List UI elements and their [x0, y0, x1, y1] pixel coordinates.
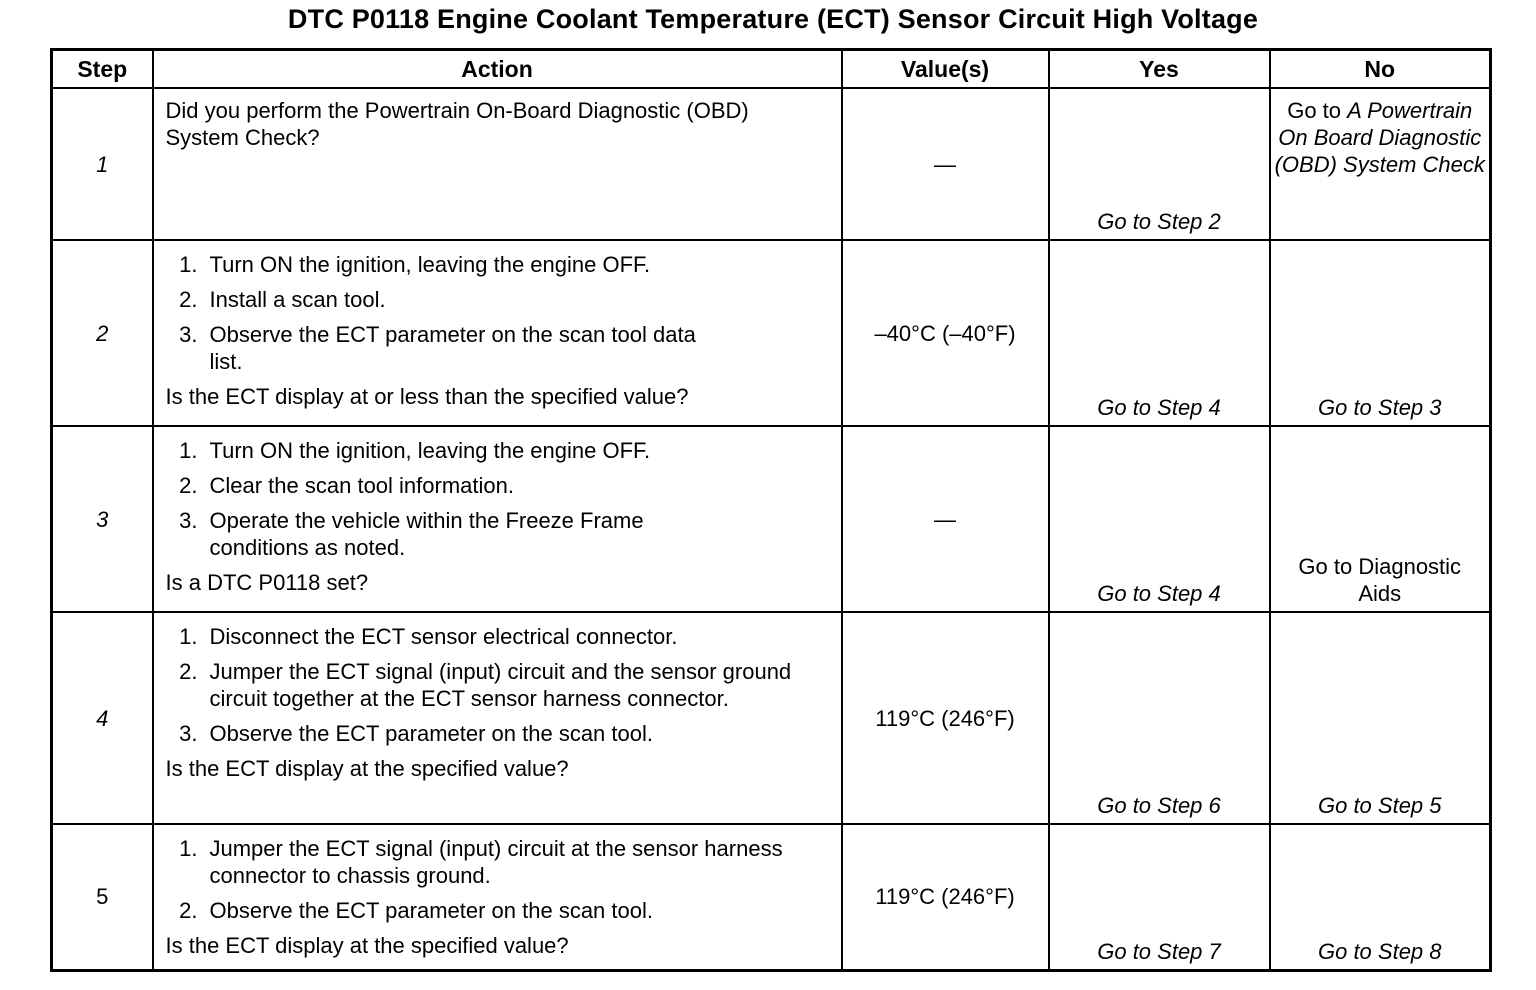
step-text: Operate the vehicle within the Freeze Frame conditions as noted. [209, 508, 644, 560]
step-text: Disconnect the ECT sensor electrical connector. [209, 624, 678, 649]
table-row [52, 88, 1491, 240]
step-text: Turn ON the ignition, leaving the engine OFF. [209, 438, 651, 463]
no-goto-reference: A Powertrain On Board Diagnostic (OBD) System Check [1274, 98, 1485, 177]
value-cell [842, 824, 1049, 970]
value-cell [842, 240, 1049, 426]
action-step [166, 658, 833, 712]
step-index: 2. [179, 473, 198, 498]
yes-cell [1049, 88, 1270, 240]
step-index: 3. [179, 508, 198, 533]
value-cell [842, 612, 1049, 824]
action-cell [153, 824, 842, 970]
step-number: 5 [52, 824, 153, 970]
value-text: 119°C (246°F) [875, 884, 1015, 910]
step-index: 3. [179, 322, 198, 347]
no-goto: Go to Step 3 [1317, 395, 1442, 420]
step-number: 1 [52, 88, 153, 240]
yes-cell [1049, 824, 1270, 970]
yes-goto: Go to Step 2 [1097, 209, 1221, 234]
table-row [52, 824, 1491, 970]
action-question: Is the ECT display at the specified value? [165, 933, 569, 958]
action-steps [166, 835, 833, 924]
value-text: 119°C (246°F) [875, 705, 1015, 731]
value-text: — [934, 506, 956, 532]
action-step [166, 623, 833, 650]
table-row [52, 612, 1491, 824]
step-text: Observe the ECT parameter on the scan tool. [209, 898, 653, 923]
page-title: DTC P0118 Engine Coolant Temperature (ECT) Sensor Circuit High Voltage [287, 4, 1259, 34]
header-row [52, 50, 1491, 89]
header-no: No [1270, 50, 1491, 89]
action-question: Is the ECT display at the specified value? [165, 756, 569, 781]
value-cell [842, 88, 1049, 240]
value-text: –40°C (–40°F) [874, 320, 1016, 346]
step-index: 2. [179, 898, 198, 923]
header-action: Action [153, 50, 842, 89]
step-text: Observe the ECT parameter on the scan tool. [209, 721, 653, 746]
no-cell [1270, 426, 1491, 612]
action-step [166, 835, 833, 889]
yes-goto: Go to Step 6 [1097, 793, 1221, 818]
action-cell [153, 426, 842, 612]
step-index: 2. [179, 659, 198, 684]
step-index: 1. [179, 438, 198, 463]
no-cell [1270, 824, 1491, 970]
action-steps [166, 251, 833, 375]
step-text: Jumper the ECT signal (input) circuit and the sensor ground circuit together at the ECT sensor harness connector. [209, 659, 792, 711]
action-cell [153, 612, 842, 824]
step-index: 1. [179, 624, 198, 649]
action-step [166, 251, 833, 278]
step-number: 2 [52, 240, 153, 426]
action-cell [153, 240, 842, 426]
no-cell [1270, 612, 1491, 824]
action-question: Did you perform the Powertrain On-Board Diagnostic (OBD) System Check? [165, 98, 749, 150]
table-row [52, 426, 1491, 612]
step-text: Observe the ECT parameter on the scan tool data list. [209, 322, 696, 374]
step-index: 3. [179, 721, 198, 746]
step-index: 1. [179, 252, 198, 277]
step-text: Install a scan tool. [209, 287, 386, 312]
yes-cell [1049, 612, 1270, 824]
action-step [166, 321, 833, 375]
table-row [52, 240, 1491, 426]
action-steps [166, 437, 833, 561]
action-question: Is the ECT display at or less than the specified value? [165, 384, 689, 409]
value-text: — [934, 151, 956, 177]
no-cell [1270, 240, 1491, 426]
no-cell [1270, 88, 1491, 240]
action-step [166, 720, 833, 747]
action-step [166, 472, 833, 499]
step-text: Clear the scan tool information. [209, 473, 514, 498]
step-number: 3 [52, 426, 153, 612]
no-goto: Go to Step 5 [1317, 793, 1442, 818]
no-goto: Go to Diagnostic Aids [1298, 554, 1462, 606]
action-question: Is a DTC P0118 set? [165, 570, 369, 595]
action-cell [153, 88, 842, 240]
diagnostic-table [50, 48, 1492, 972]
header-values: Value(s) [842, 50, 1049, 89]
value-cell [842, 426, 1049, 612]
yes-goto: Go to Step 7 [1097, 938, 1221, 964]
yes-goto: Go to Step 4 [1097, 581, 1221, 606]
no-goto: Go to Step 8 [1317, 938, 1442, 964]
no-goto-prefix: Go to [1287, 98, 1342, 123]
header-yes: Yes [1049, 50, 1270, 89]
step-text: Jumper the ECT signal (input) circuit at the sensor harness connector to chassis ground. [209, 836, 783, 888]
step-index: 2. [179, 287, 198, 312]
step-number: 4 [52, 612, 153, 824]
yes-cell [1049, 240, 1270, 426]
step-text: Turn ON the ignition, leaving the engine OFF. [209, 252, 651, 277]
yes-goto: Go to Step 4 [1097, 395, 1221, 420]
step-index: 1. [179, 836, 198, 861]
action-step [166, 286, 833, 313]
action-step [166, 437, 833, 464]
action-steps [166, 623, 833, 747]
action-step [166, 897, 833, 924]
header-step: Step [52, 50, 153, 89]
yes-cell [1049, 426, 1270, 612]
action-step [166, 507, 833, 561]
